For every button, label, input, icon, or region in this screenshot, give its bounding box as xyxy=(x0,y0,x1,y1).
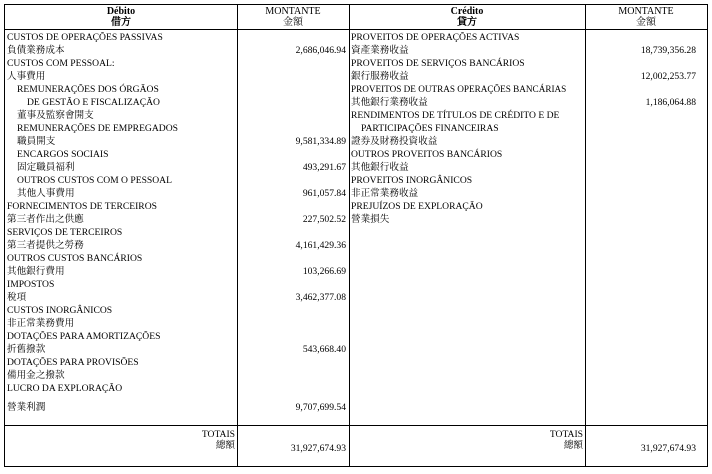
credit-amount-header xyxy=(585,6,707,28)
credit-amount xyxy=(585,31,696,44)
credit-amount xyxy=(585,174,696,187)
debit-amount xyxy=(237,174,346,187)
debit-label: 稅項 xyxy=(7,292,27,303)
debit-label: 其他銀行費用 xyxy=(7,266,65,277)
debit-label: REMUNERAÇÕES DOS ÓRGÃOS xyxy=(17,84,159,95)
credit-header xyxy=(349,6,585,28)
credit-amount: 12,002,253.77 xyxy=(640,71,696,82)
debit-label: OUTROS CUSTOS BANCÁRIOS xyxy=(7,253,143,264)
totals-divider xyxy=(5,425,707,426)
credit-label: 資產業務收益 xyxy=(351,45,409,56)
debit-label: DOTAÇÕES PARA PROVISÕES xyxy=(7,357,139,368)
montante-left: MONTANTE xyxy=(265,6,321,17)
credit-amount xyxy=(585,135,696,148)
credit-label: 非正常業務收益 xyxy=(351,188,419,199)
debit-label: LUCRO DA EXPLORAÇÃO xyxy=(7,383,123,394)
montante-left-zh: 金額 xyxy=(283,17,303,28)
debit-label: CUSTOS DE OPERAÇÕES PASSIVAS xyxy=(7,32,163,43)
debit-amount xyxy=(237,226,346,239)
debit-label: IMPOSTOS xyxy=(7,279,55,290)
debit-title-zh: 借方 xyxy=(111,17,131,28)
credit-total-amount: 31,927,674.93 xyxy=(640,443,696,454)
debit-label: 職員開支 xyxy=(17,136,56,147)
credit-amount: 18,739,356.28 xyxy=(640,45,696,56)
credit-label: PROVEITOS DE OUTRAS OPERAÇÕES BANCÁRIAS xyxy=(351,84,567,94)
totais-label: TOTAIS xyxy=(549,429,583,440)
credit-amount xyxy=(585,200,696,213)
credit-amount xyxy=(585,187,696,200)
debit-label: 非正常業務費用 xyxy=(7,318,75,329)
credit-label: OUTROS PROVEITOS BANCÁRIOS xyxy=(351,149,503,160)
profit-loss-table xyxy=(4,4,708,467)
credit-label: 其他銀行業務收益 xyxy=(351,97,428,108)
debit-label: 董事及監察會開支 xyxy=(17,110,94,121)
credit-label: PROVEITOS DE OPERAÇÕES ACTIVAS xyxy=(351,32,520,43)
debit-amount xyxy=(237,304,346,317)
debit-amount: 9,707,699.54 xyxy=(295,402,346,413)
debit-amount xyxy=(237,317,346,330)
credit-amount xyxy=(585,161,696,174)
credit-label: PROVEITOS INORGÂNICOS xyxy=(351,175,473,186)
debit-label: CUSTOS COM PESSOAL: xyxy=(7,58,115,69)
debit-amount xyxy=(237,369,346,382)
debit-label: DOTAÇÕES PARA AMORTIZAÇÕES xyxy=(7,331,161,342)
credit-label: PREJUÍZOS DE EXPLORAÇÃO xyxy=(351,201,483,212)
debit-amount: 493,291.67 xyxy=(302,162,346,173)
credit-amount xyxy=(585,213,696,226)
debit-amount xyxy=(237,57,346,70)
debit-amount: 4,161,429.36 xyxy=(295,240,346,251)
debit-label: 其他人事費用 xyxy=(17,188,75,199)
debit-label: DE GESTÃO E FISCALIZAÇÃO xyxy=(27,97,160,108)
debit-label: REMUNERAÇÕES DE EMPREGADOS xyxy=(17,123,178,134)
credit-amount xyxy=(585,109,696,122)
debit-amount xyxy=(237,148,346,161)
debit-label: 折舊撥款 xyxy=(7,344,46,355)
credit-label: PROVEITOS DE SERVIÇOS BANCÁRIOS xyxy=(351,58,525,69)
debit-amount xyxy=(237,122,346,135)
debit-label: 人事費用 xyxy=(7,71,46,82)
totais-label-zh: 總額 xyxy=(563,440,583,451)
debit-label: FORNECIMENTOS DE TERCEIROS xyxy=(7,201,157,212)
debit-label: ENCARGOS SOCIAIS xyxy=(17,149,109,160)
totais-label-zh: 總額 xyxy=(215,440,235,451)
montante-right: MONTANTE xyxy=(618,6,674,17)
debit-amount xyxy=(237,382,346,395)
debit-label: 負債業務成本 xyxy=(7,45,65,56)
debit-amount: 227,502.52 xyxy=(302,214,346,225)
debit-amount xyxy=(237,252,346,265)
credit-totals-label xyxy=(503,429,583,451)
debit-amount xyxy=(237,96,346,109)
credit-title: Crédito xyxy=(450,6,484,17)
credit-label: 營業損失 xyxy=(351,214,390,225)
credit-amount xyxy=(585,83,696,96)
debit-amount xyxy=(237,330,346,343)
debit-amount xyxy=(237,83,346,96)
debit-amount: 3,462,377.08 xyxy=(295,292,346,303)
credit-amount: 1,186,064.88 xyxy=(645,97,696,108)
credit-title-zh: 貸方 xyxy=(457,17,477,28)
debit-label: SERVIÇOS DE TERCEIROS xyxy=(7,227,123,238)
debit-amount: 103,266.69 xyxy=(302,266,346,277)
debit-title: Débito xyxy=(106,6,136,17)
header-divider xyxy=(5,29,707,30)
debit-label: CUSTOS INORGÂNICOS xyxy=(7,305,113,316)
debit-amount-header xyxy=(237,6,349,28)
column-divider xyxy=(349,5,350,466)
debit-totals-label xyxy=(155,429,235,451)
debit-amount xyxy=(237,278,346,291)
debit-label: 備用金之撥款 xyxy=(7,370,65,381)
debit-amount xyxy=(237,31,346,44)
debit-header xyxy=(5,6,237,28)
credit-label: 銀行服務收益 xyxy=(351,71,409,82)
debit-amount xyxy=(237,356,346,369)
debit-amount xyxy=(237,70,346,83)
debit-amount: 2,686,046.94 xyxy=(295,45,346,56)
credit-amount xyxy=(585,57,696,70)
montante-right-zh: 金額 xyxy=(636,17,656,28)
debit-label: OUTROS CUSTOS COM O PESSOAL xyxy=(17,175,172,186)
debit-label: 第三者作出之供應 xyxy=(7,214,84,225)
debit-label: 固定職員福利 xyxy=(17,162,75,173)
credit-label: PARTICIPAÇÕES FINANCEIRAS xyxy=(361,123,499,134)
debit-amount xyxy=(237,200,346,213)
credit-amount xyxy=(585,122,696,135)
totais-label: TOTAIS xyxy=(201,429,235,440)
credit-label: 證券及財務投資收益 xyxy=(351,136,438,147)
debit-amount: 543,668.40 xyxy=(302,344,346,355)
credit-label: RENDIMENTOS DE TÍTULOS DE CRÉDITO E DE xyxy=(351,110,560,121)
debit-amount: 9,581,334.89 xyxy=(295,136,346,147)
credit-label: 其他銀行收益 xyxy=(351,162,409,173)
debit-amount xyxy=(237,109,346,122)
debit-label: 營業利潤 xyxy=(7,402,46,413)
debit-label: 第三者提供之勞務 xyxy=(7,240,84,251)
debit-total-amount: 31,927,674.93 xyxy=(290,443,346,454)
debit-amount: 961,057.84 xyxy=(302,188,346,199)
credit-amount xyxy=(585,148,696,161)
